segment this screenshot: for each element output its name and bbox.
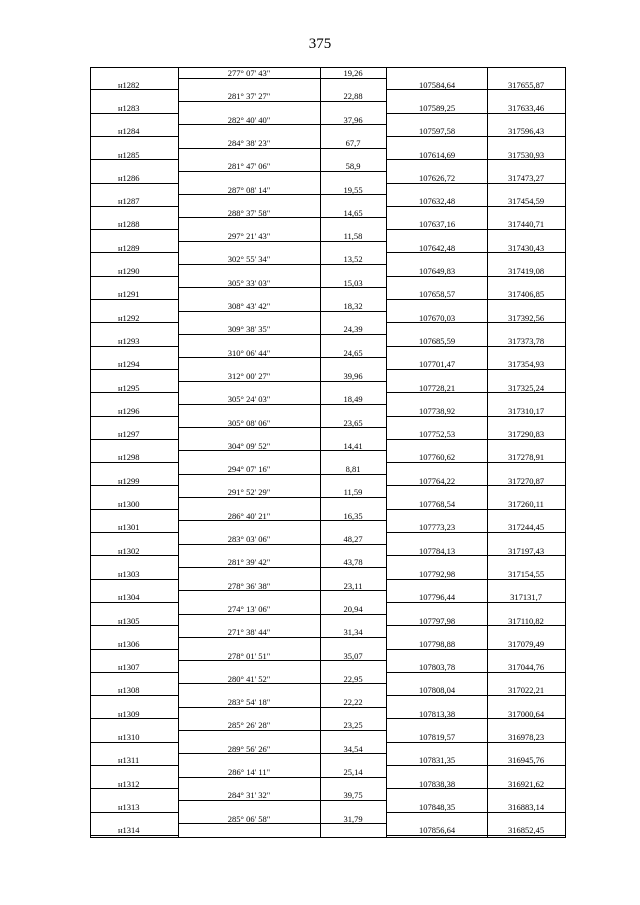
bearing-angle: 304° 09' 52"	[227, 440, 271, 451]
bearing-angle: 288° 37' 58"	[227, 207, 271, 218]
segment-distance: 11,59	[343, 487, 363, 498]
coordinate-x: 107632,48	[418, 196, 456, 207]
point-name: н1297	[118, 429, 140, 440]
coordinate-x: 107768,54	[418, 499, 456, 510]
point-name: н1291	[118, 289, 140, 300]
coordinate-y: 317244,45	[507, 522, 545, 533]
point-name: н1300	[118, 499, 140, 510]
coordinate-x: 107589,25	[418, 102, 456, 113]
coordinate-x: 107773,23	[418, 522, 456, 533]
coordinate-y: 317022,21	[507, 685, 545, 696]
segment-distance: 22,95	[343, 673, 363, 684]
coordinate-x: 107797,98	[418, 615, 456, 626]
segment-distance: 18,49	[343, 394, 363, 405]
segment-distance: 37,96	[343, 114, 363, 125]
coordinate-y: 317260,11	[508, 499, 544, 510]
bearing-angle: 281° 39' 42"	[227, 557, 271, 568]
segment-distance: 13,52	[343, 254, 363, 265]
coordinate-y: 317197,43	[507, 545, 545, 556]
bearing-angle: 294° 07' 16"	[227, 464, 271, 475]
coordinate-y: 316883,14	[507, 801, 545, 812]
coordinate-y: 317473,27	[507, 172, 545, 183]
coordinate-y: 317154,55	[507, 568, 545, 579]
bearing-angle: 284° 38' 23"	[227, 137, 271, 148]
point-name: н1288	[118, 219, 140, 230]
segment-distance: 20,94	[343, 603, 363, 614]
bearing-angle: 284° 31' 32"	[227, 790, 271, 801]
bearing-angle: 283° 03' 06"	[227, 534, 271, 544]
coordinate-y: 317454,59	[507, 196, 545, 207]
coordinate-x: 107637,16	[418, 219, 456, 230]
coordinate-x: 107685,59	[418, 335, 456, 346]
bearing-angle: 274° 13' 06"	[227, 603, 271, 614]
coordinate-y: 317310,17	[507, 405, 545, 416]
coordinate-x: 107701,47	[418, 359, 456, 370]
bearing-angle: 281° 37' 27"	[227, 91, 271, 102]
coordinate-x: 107728,21	[418, 382, 456, 393]
coordinate-y: 317655,87	[507, 79, 545, 90]
coordinate-y: 317044,76	[507, 662, 545, 673]
coordinate-x: 107848,35	[418, 801, 456, 812]
coordinate-y: 317110,82	[508, 615, 544, 626]
coordinate-y: 316852,45	[507, 825, 545, 836]
segment-distance: 58,9	[345, 161, 361, 172]
bearing-angle: 308° 43' 42"	[227, 301, 271, 311]
segment-distance: 43,78	[343, 557, 363, 568]
coordinate-x: 107642,48	[418, 242, 456, 253]
bearing-angle: 305° 24' 03"	[227, 394, 271, 405]
point-name: н1299	[118, 475, 140, 486]
bearing-angle: 283° 54' 18"	[227, 697, 271, 708]
bearing-angle: 278° 36' 38"	[227, 580, 271, 591]
segment-distance: 14,41	[343, 440, 363, 451]
segment-distance: 14,65	[343, 207, 363, 218]
coordinate-y: 317430,43	[507, 242, 545, 253]
segment-distance: 19,26	[343, 68, 363, 78]
segment-distance: 11,58	[343, 231, 363, 242]
point-name: н1293	[118, 335, 140, 346]
bearing-angle: 277° 07' 43"	[227, 68, 271, 78]
coordinate-x: 107798,88	[418, 638, 456, 649]
segment-distance: 39,96	[343, 370, 363, 381]
bearing-angle: 286° 14' 11"	[227, 767, 271, 777]
segment-distance: 31,34	[343, 627, 363, 638]
coordinate-y: 317270,87	[507, 475, 545, 486]
point-name: н1301	[118, 522, 140, 533]
coordinate-y: 316978,23	[507, 732, 545, 743]
coordinate-y: 317373,78	[507, 335, 545, 346]
segment-distance: 19,55	[343, 184, 363, 195]
point-name: н1311	[118, 755, 140, 766]
point-name: н1295	[118, 382, 140, 393]
point-name: н1307	[118, 662, 140, 673]
point-name: н1283	[118, 102, 140, 113]
segment-distance: 25,14	[343, 767, 363, 777]
coordinate-y: 317596,43	[507, 126, 545, 137]
coordinate-y: 317440,71	[507, 219, 545, 230]
point-name: н1284	[118, 126, 140, 137]
point-name: н1306	[118, 638, 140, 649]
bearing-angle: 310° 06' 44"	[227, 347, 271, 358]
coordinate-x: 107831,35	[418, 755, 456, 766]
point-name: н1294	[118, 359, 140, 370]
coordinate-x: 107752,53	[418, 429, 456, 440]
segment-distance: 31,79	[343, 813, 363, 824]
coordinate-x: 107670,03	[418, 312, 456, 323]
segment-distance: 18,32	[343, 301, 363, 311]
point-name: н1308	[118, 685, 140, 696]
coordinate-y: 317131,7	[510, 592, 542, 603]
coordinate-y: 317406,85	[507, 289, 545, 300]
segment-distance: 23,11	[343, 580, 363, 591]
segment-distance: 24,39	[343, 324, 363, 335]
bearing-angle: 302° 55' 34"	[227, 254, 271, 265]
coordinate-x: 107760,62	[418, 452, 456, 463]
point-name: н1302	[118, 545, 140, 556]
coordinate-x: 107764,22	[418, 475, 456, 486]
coordinate-y: 317392,56	[507, 312, 545, 323]
point-name: н1303	[118, 568, 140, 579]
point-name: н1309	[118, 708, 140, 719]
bearing-angle: 278° 01' 51"	[227, 650, 271, 661]
bearing-angle: 271° 38' 44"	[227, 627, 271, 638]
bearing-angle: 305° 33' 03"	[227, 277, 271, 288]
segment-distance: 15,03	[343, 277, 363, 288]
bearing-angle: 309° 38' 35"	[227, 324, 271, 335]
bearing-angle: 286° 40' 21"	[227, 510, 271, 521]
segment-distance: 39,75	[343, 790, 363, 801]
bearing-angle: 281° 47' 06"	[227, 161, 271, 172]
bearing-angle: 287° 08' 14"	[227, 184, 271, 195]
coordinate-x: 107584,64	[418, 79, 456, 90]
coordinate-y: 317530,93	[507, 149, 545, 160]
coordinate-y: 316921,62	[507, 778, 545, 789]
coordinate-y: 317000,64	[507, 708, 545, 719]
segment-distance: 34,54	[343, 743, 363, 754]
segment-distance: 16,35	[343, 510, 363, 521]
coordinate-y: 317633,46	[507, 102, 545, 113]
segment-distance: 67,7	[345, 137, 361, 148]
segment-distance: 8,81	[345, 464, 361, 475]
bearing-angle: 305° 08' 06"	[227, 417, 271, 428]
bearing-angle: 282° 40' 40"	[227, 114, 271, 125]
point-name: н1292	[118, 312, 140, 323]
coordinate-y: 317079,49	[507, 638, 545, 649]
point-name: н1298	[118, 452, 140, 463]
coordinate-x: 107597,58	[418, 126, 456, 137]
coordinate-y: 317325,24	[507, 382, 545, 393]
point-name: н1285	[118, 149, 140, 160]
coordinate-x: 107813,38	[418, 708, 456, 719]
coordinate-x: 107626,72	[418, 172, 456, 183]
bearing-angle: 297° 21' 43"	[227, 231, 271, 242]
bearing-angle: 285° 06' 58"	[227, 813, 271, 824]
coordinate-y: 317419,08	[507, 266, 545, 277]
coordinate-x: 107784,13	[418, 545, 456, 556]
coordinate-x: 107803,78	[418, 662, 456, 673]
point-name: н1314	[118, 825, 140, 836]
bearing-angle: 280° 41' 52"	[227, 673, 271, 684]
coordinate-x: 107838,38	[418, 778, 456, 789]
bearing-angle: 289° 56' 26"	[227, 743, 271, 754]
segment-distance: 22,88	[343, 91, 363, 102]
point-name: н1290	[118, 266, 140, 277]
table-border-bottom	[90, 837, 566, 838]
segment-distance: 23,65	[343, 417, 363, 428]
segment-distance: 23,25	[343, 720, 363, 731]
point-name: н1304	[118, 592, 140, 603]
coordinate-x: 107738,92	[418, 405, 456, 416]
point-name: н1287	[118, 196, 140, 207]
coordinate-x: 107856,64	[418, 825, 456, 836]
bearing-angle: 285° 26' 28"	[227, 720, 271, 731]
coordinate-y: 317278,91	[507, 452, 545, 463]
coordinate-y: 316945,76	[507, 755, 545, 766]
point-name: н1296	[118, 405, 140, 416]
page-number: 375	[308, 36, 332, 52]
segment-distance: 35,07	[343, 650, 363, 661]
coordinate-y: 317354,93	[507, 359, 545, 370]
segment-distance: 24,65	[343, 347, 363, 358]
coordinate-x: 107819,57	[418, 732, 456, 743]
point-name: н1282	[118, 79, 140, 90]
segment-distance: 22,22	[343, 697, 363, 708]
coordinate-y: 317290,83	[507, 429, 545, 440]
point-name: н1289	[118, 242, 140, 253]
coordinate-x: 107614,69	[418, 149, 456, 160]
bearing-angle: 291° 52' 29"	[227, 487, 271, 498]
coordinate-x: 107649,83	[418, 266, 456, 277]
segment-distance: 48,27	[343, 534, 363, 544]
point-name: н1312	[118, 778, 140, 789]
coordinate-x: 107658,57	[418, 289, 456, 300]
bearing-angle: 312° 00' 27"	[227, 370, 271, 381]
point-name: н1310	[118, 732, 140, 743]
point-name: н1305	[118, 615, 140, 626]
point-name: н1286	[118, 172, 140, 183]
coordinate-x: 107792,98	[418, 568, 456, 579]
coordinate-x: 107808,04	[418, 685, 456, 696]
point-name: н1313	[118, 801, 140, 812]
coordinate-x: 107796,44	[418, 592, 456, 603]
